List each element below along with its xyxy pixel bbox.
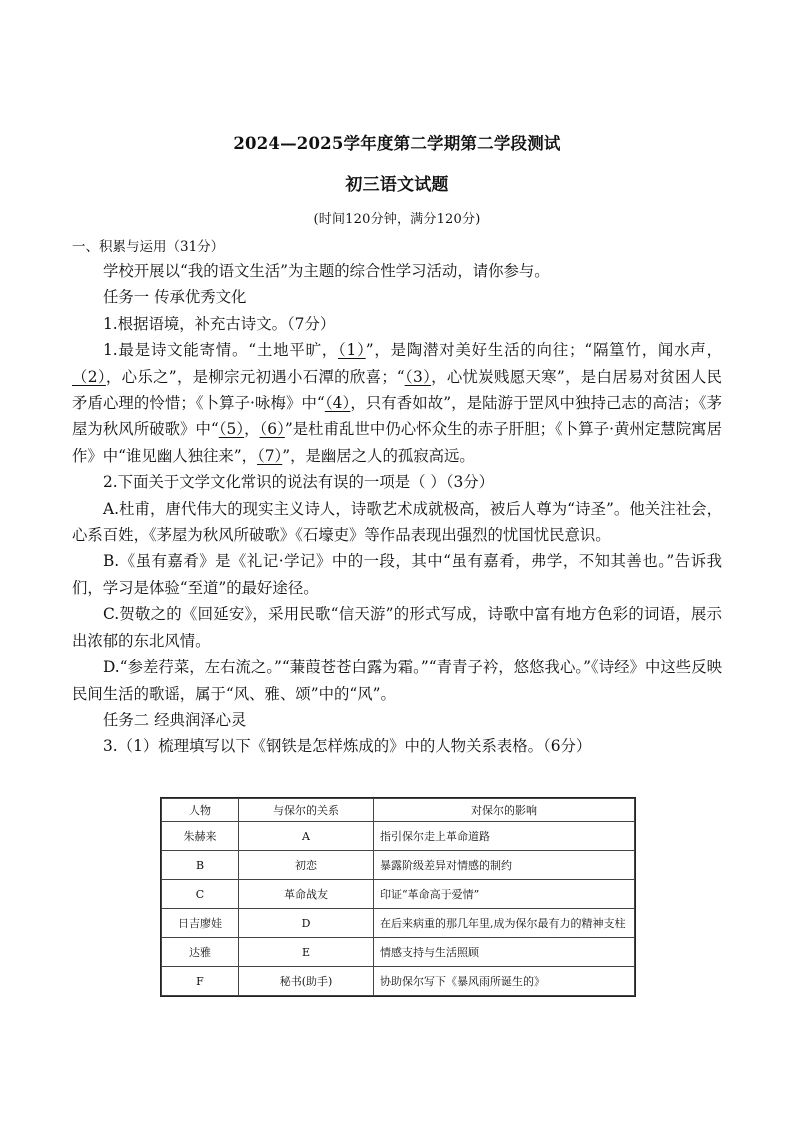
option-d: D.“参差荇菜，左右流之。”“蒹葭苍苍白露为霜。”“青青子衿，悠悠我心。”《诗经》中这些反映民间生活的歌谣，属于“风、雅、颂”中的“风”。 [72, 658, 722, 703]
table-row [162, 880, 635, 909]
blank-7: （7） [257, 446, 283, 465]
table-cell: 协助保尔写下《暴风雨所诞生的》 [374, 967, 635, 996]
table-cell: 秘书(助手) [239, 967, 374, 996]
exam-info: (时间120分钟，满分120分) [313, 212, 481, 227]
blank-3: （3） [404, 367, 432, 386]
question-1-text: 1.最是诗文能寄情。“土地平旷，（1）”，是陶潜对美好生活的向往；“隔篁竹，闻水声，（2），心乐之”，是柳宗元初遇小石潭的欣喜；“（3），心忧炭贱愿天寒”，是白居易对贫困人民矛盾心理的怜惜；《卜算子·咏梅》中“（4），只有香如故”，是陆游于罡风中独持己志的高洁；《茅屋为秋风所破歌》中“（5），（6）”是杜甫乱世中仍心怀众生的赤子肝胆；《卜算子·黄州定慧院寓居作》中“谁见幽人独往来”，（7）”，是幽居之人的孤寂高远。 [72, 341, 722, 465]
table-row [162, 967, 635, 996]
table-cell: D [239, 909, 374, 938]
activity-intro: 学校开展以“我的语文生活”为主题的综合性学习活动，请你参与。 [103, 262, 550, 280]
option-b: B.《虽有嘉肴》是《礼记·学记》中的一段，其中“虽有嘉肴，弗学，不知其善也。”告诉我们，学习是体验“至道”的最好途径。 [72, 552, 722, 597]
table-cell: 朱赫来 [162, 822, 239, 851]
question-2-title: 2.下面关于文学文化常识的说法有误的一项是（ ）（3分） [103, 473, 495, 492]
table-cell: 印证“革命高于爱情” [374, 880, 635, 909]
task-one-heading: 任务一 传承优秀文化 [103, 288, 247, 307]
table-row [162, 938, 635, 967]
blank-5: （5） [218, 420, 245, 439]
table-cell: 达雅 [162, 938, 239, 967]
table-cell: 革命战友 [239, 880, 374, 909]
table-cell: E [239, 938, 374, 967]
blank-6: （6） [259, 420, 285, 439]
table-cell: 情感支持与生活照顾 [374, 938, 635, 967]
table-cell: B [162, 851, 239, 880]
question-1-title: 1.根据语境，补充古诗文。（7分） [103, 314, 336, 333]
exam-title: 2024—2025学年度第二学期第二学段测试 [233, 134, 561, 153]
table-cell: C [162, 880, 239, 909]
task-two-heading: 任务二 经典润泽心灵 [103, 710, 247, 729]
section-heading: 一、积累与运用（31分） [72, 239, 225, 255]
option-a: A.杜甫，唐代伟大的现实主义诗人，诗歌艺术成就极高，被后人尊为“诗圣”。他关注社会，心系百姓，《茅屋为秋风所破歌》《石壕吏》等作品表现出强烈的忧国忧民意识。 [72, 499, 722, 545]
table-cell: A [239, 822, 374, 851]
table-cell: 在后来病重的那几年里,成为保尔最有力的精神支柱 [374, 909, 635, 938]
exam-subject: 初三语文试题 [345, 175, 449, 195]
column-header: 与保尔的关系 [239, 799, 374, 822]
character-relation-table [160, 797, 636, 997]
table-cell: 指引保尔走上革命道路 [374, 822, 635, 851]
exam-body [72, 258, 722, 760]
table-cell: 日吉廖娃 [162, 909, 239, 938]
table-row [162, 822, 635, 851]
table-row [162, 909, 635, 938]
blank-1: （1） [338, 341, 366, 360]
blank-2: （2） [72, 367, 106, 386]
column-header: 对保尔的影响 [374, 799, 635, 822]
option-c: C.贺敬之的《回延安》，采用民歌“信天游”的形式写成，诗歌中富有地方色彩的词语，展示出浓郁的东北风情。 [72, 605, 722, 650]
blank-4: （4） [324, 394, 351, 413]
table-cell: F [162, 967, 239, 996]
question-3-title: 3.（1）梳理填写以下《钢铁是怎样炼成的》中的人物关系表格。（6分） [103, 737, 592, 756]
column-header: 人物 [162, 799, 239, 822]
table-header-row [162, 799, 635, 822]
table-cell: 初恋 [239, 851, 374, 880]
table-cell: 暴露阶级差异对情感的制约 [374, 851, 635, 880]
table-row [162, 851, 635, 880]
